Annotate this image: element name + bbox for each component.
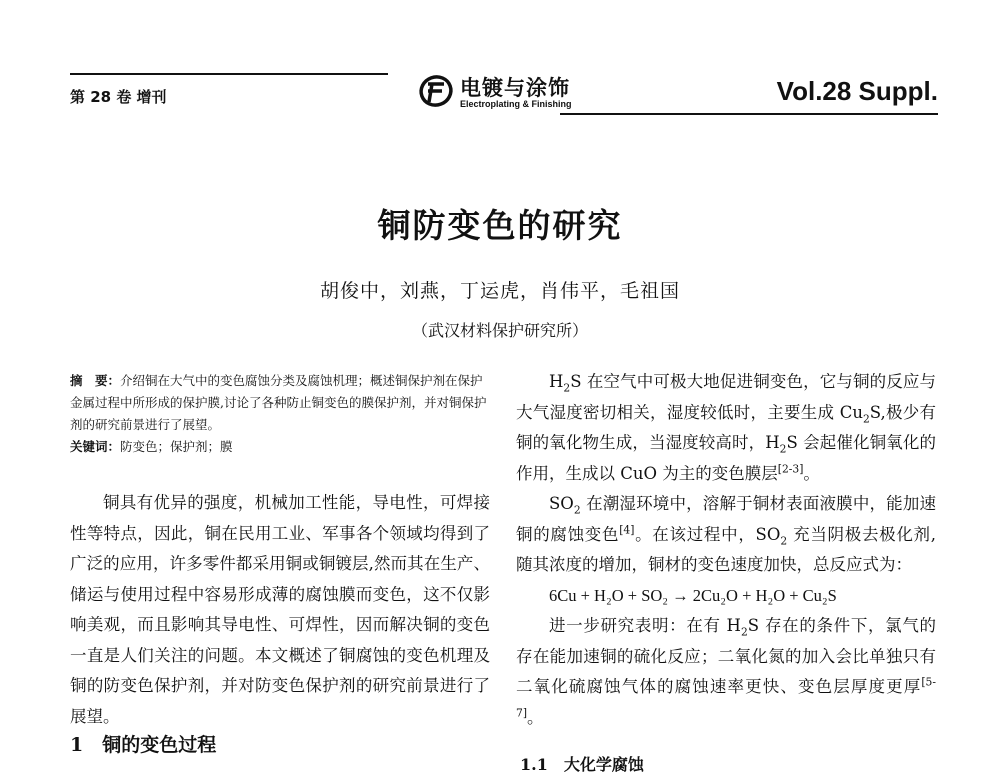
abstract-text: 介绍铜在大气中的变色腐蚀分类及腐蚀机理；概述铜保护剂在保护金属过程中所形成的保护膜,讨论了各种防止铜变色的膜保护剂，并对铜保护剂的研究前景进行了展望。 bbox=[70, 373, 487, 432]
further-research-paragraph: 进一步研究表明：在有 $H_2S$ 存在的条件下，氯气的存在能加速铜的硫化反应；二氧化氮的加入会比单独只有二氧化硫腐蚀气体的腐蚀速率更快、变色层厚度更厚[5-7]。 bbox=[516, 616, 936, 727]
body-left-column bbox=[70, 488, 490, 732]
intro-paragraph: 铜具有优异的强度，机械加工性能，导电性，可焊接性等特点，因此，铜在民用工业、军事各个领域均得到了广泛的应用，许多零件都采用铜或铜镀层,然而其在生产、储运与使用过程中容易形成薄的腐蚀膜而变色，这不仅影响美观，而且影响其导电性、可焊性，因而解决铜的变色一直是人们关注的问题。本文概述了铜腐蚀的变色机理及铜的防变色保护剂，并对防变色保护剂的研究前景进行了展望。 bbox=[70, 493, 490, 726]
volume-label-en: Vol.28 Suppl. bbox=[776, 76, 938, 106]
cutoff-subsection-heading: 1.1 大化学腐蚀 bbox=[520, 755, 644, 774]
header-rule-right bbox=[560, 113, 938, 115]
paper-title: 铜防变色的研究 bbox=[377, 206, 623, 245]
keywords bbox=[70, 436, 488, 458]
body-right-column bbox=[516, 367, 936, 733]
so2-paragraph: $SO_2$ 在潮湿环境中，溶解于铜材表面液膜中，能加速铜的腐蚀变色[4]。在该过程中，$SO_2$ 充当阴极去极化剂,随其浓度的增加，铜材的变色速度加快，总反应式为： bbox=[516, 494, 936, 574]
section-heading-1: 1 铜的变色过程 bbox=[70, 734, 217, 756]
volume-label-cn: 第 28 卷 增刊 bbox=[70, 88, 167, 106]
journal-logo-icon bbox=[418, 74, 454, 108]
keywords-label: 关键词： bbox=[70, 439, 121, 454]
journal-name-cn: 电镀与涂饰 bbox=[460, 76, 570, 100]
header-rule-left bbox=[70, 73, 388, 75]
abstract bbox=[70, 370, 488, 436]
author-list: 胡俊中，刘燕，丁运虎，肖伟平，毛祖国 bbox=[319, 280, 680, 302]
keywords-text: 防变色；保护剂；膜 bbox=[120, 439, 233, 454]
abstract-label: 摘 要： bbox=[70, 373, 121, 388]
h2s-paragraph: $H_2S$ 在空气中可极大地促进铜变色，它与铜的反应与大气湿度密切相关，湿度较低时，主要生成 $Cu_2S$,极少有铜的氧化物生成，当湿度较高时，$H_2S$ 会起催化铜氧化的作用，生成以 CuO 为主的变色膜层[2-3]。 bbox=[516, 372, 937, 483]
citation-5-7: [5-7] bbox=[516, 675, 936, 719]
citation-2-3: [2-3] bbox=[777, 462, 804, 475]
affiliation: （武汉材料保护研究所） bbox=[411, 321, 588, 340]
abstract-block bbox=[70, 370, 488, 458]
citation-4: [4] bbox=[619, 523, 635, 536]
journal-name-en: Electroplating & Finishing bbox=[460, 99, 572, 109]
reaction-equation: 6Cu + H₂O + SO₂ → 2Cu₂O + H₂O + Cu₂S bbox=[549, 585, 837, 605]
